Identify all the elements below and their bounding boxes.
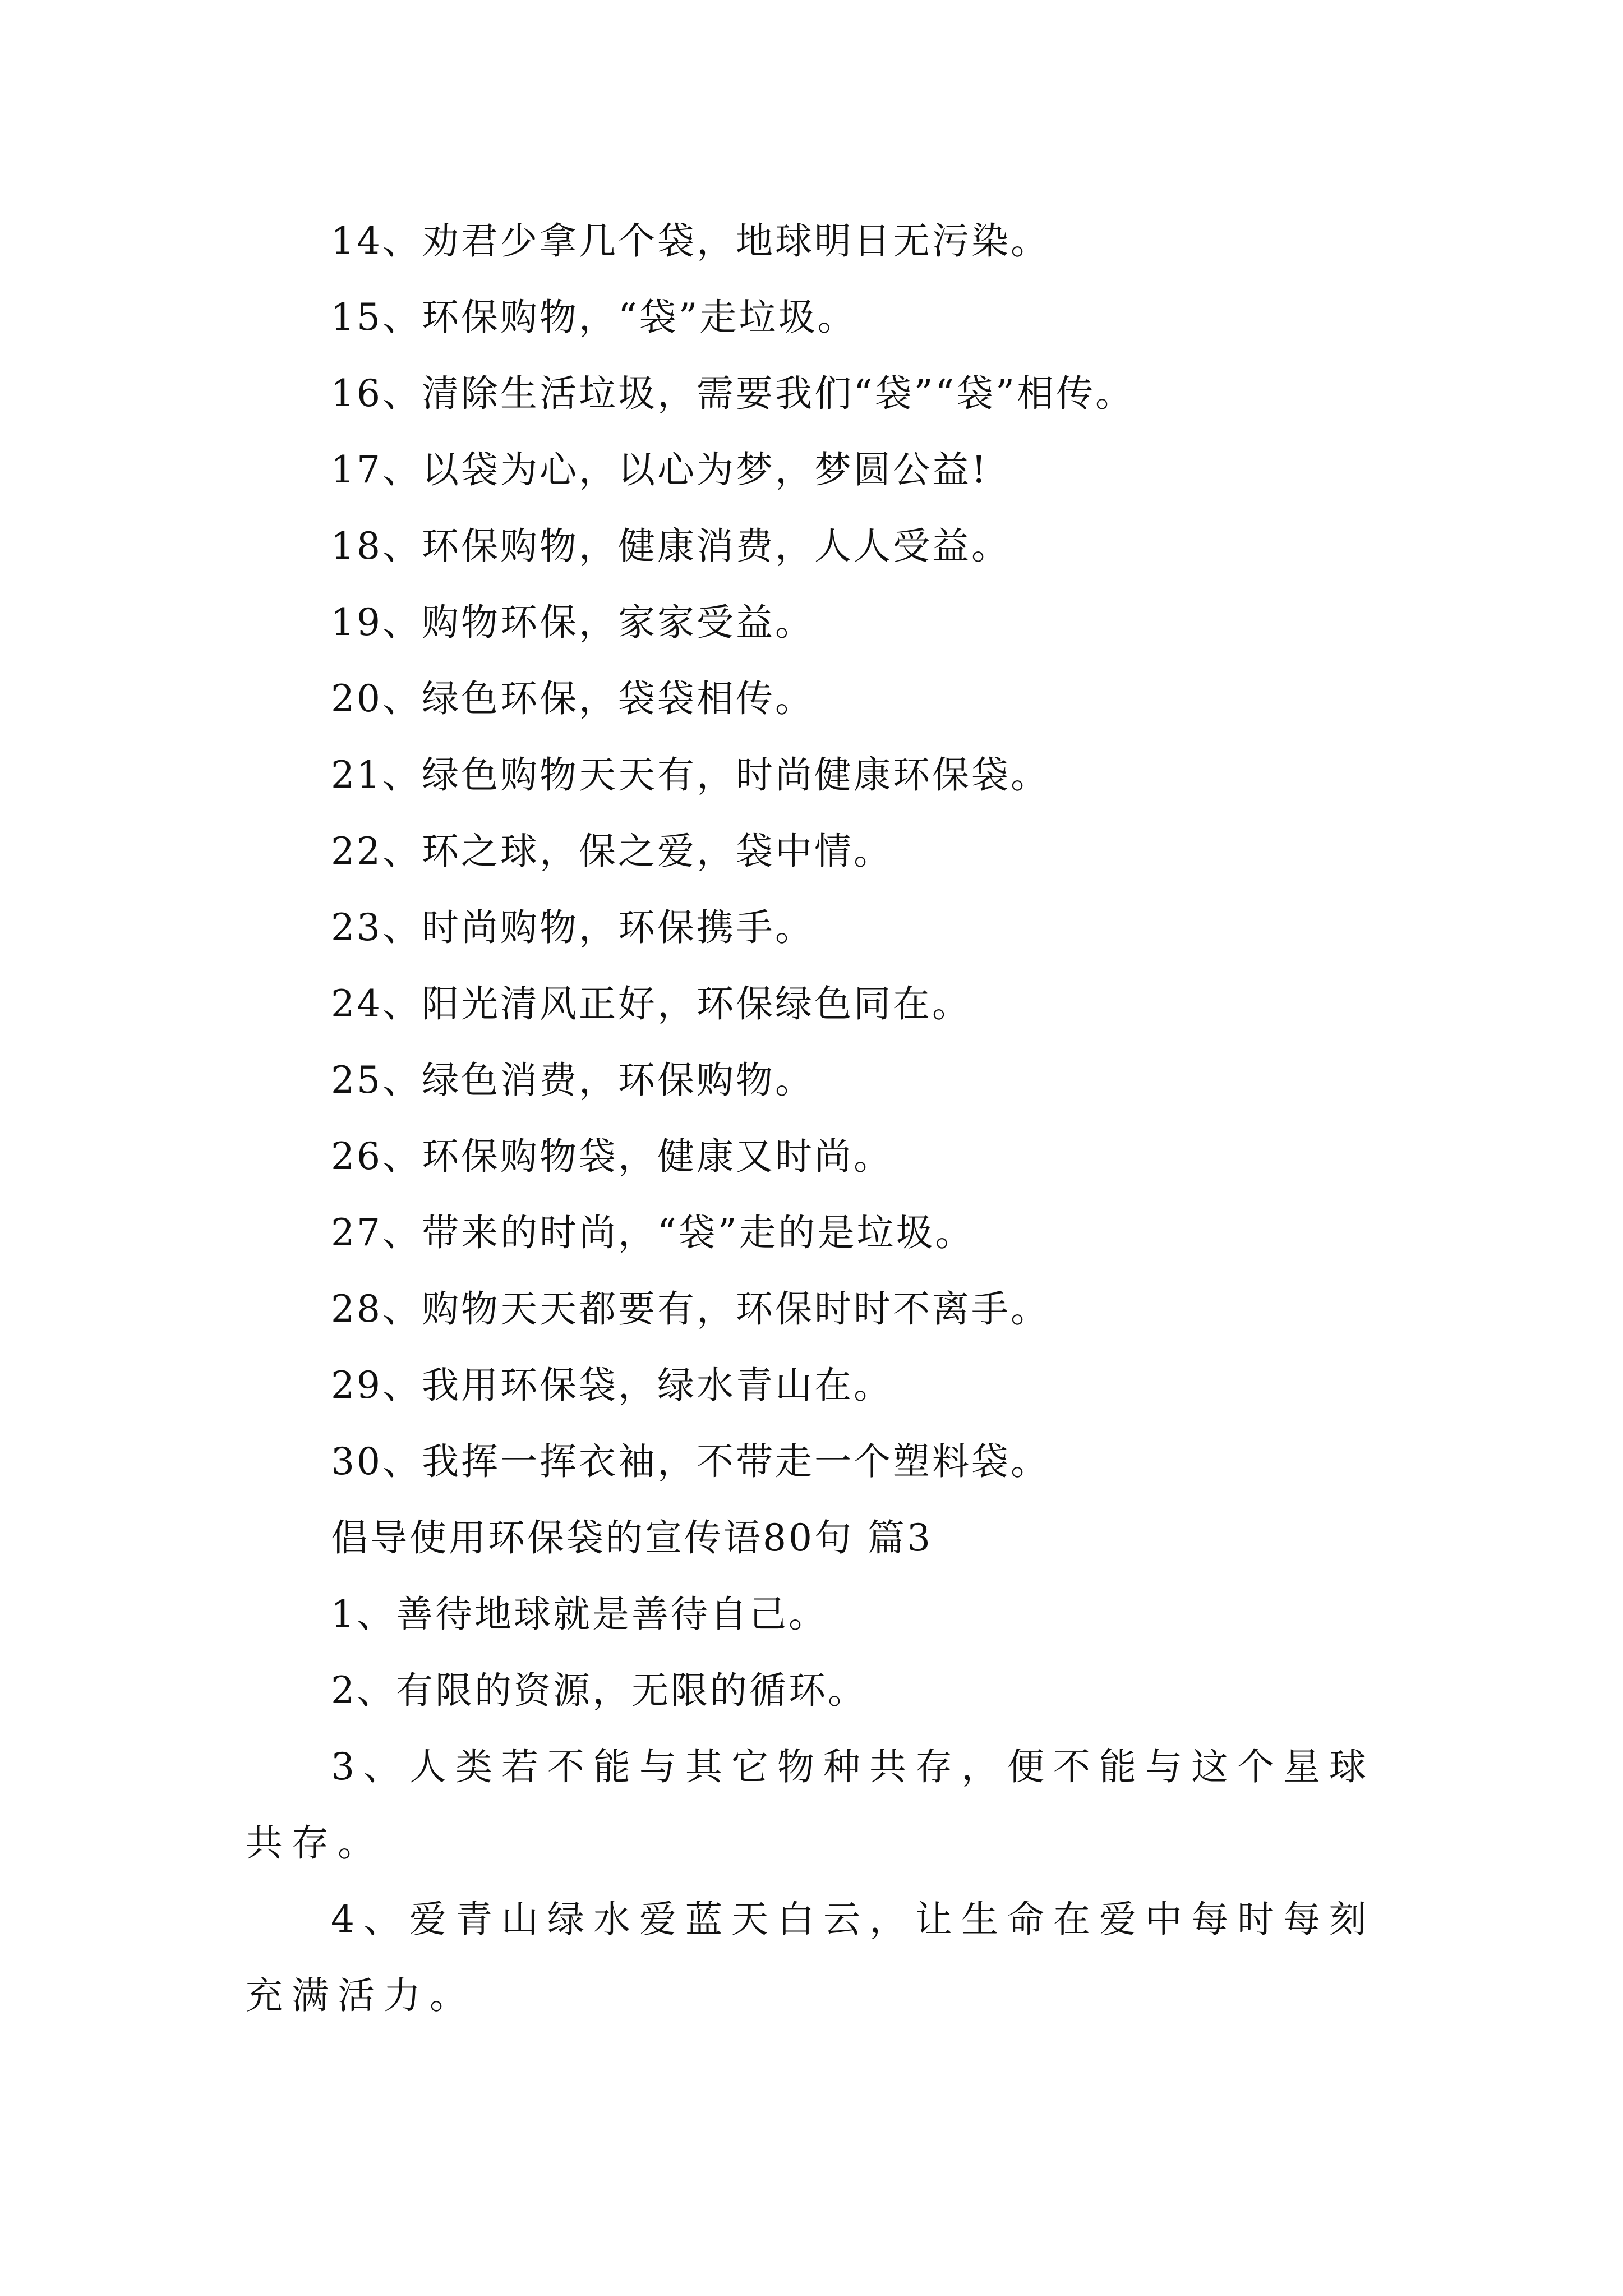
document-body <box>246 203 1378 2034</box>
slogan-line-23: 23、时尚购物，环保携手。 <box>331 906 814 949</box>
section-heading: 倡导使用环保袋的宣传语80句 篇3 <box>331 1516 933 1559</box>
slogan-line-25: 25、绿色消费，环保购物。 <box>331 1059 814 1102</box>
section3-paragraph-4: 4、爱青山绿水爱蓝天白云，让生命在爱中每时每刻充满活力。 <box>246 1898 1375 2017</box>
section3-line-1: 1、善待地球就是善待自己。 <box>331 1593 828 1636</box>
slogan-line-26: 26、环保购物袋，健康又时尚。 <box>331 1135 893 1178</box>
slogan-line-16: 16、清除生活垃圾，需要我们“袋”“袋”相传。 <box>331 372 1135 415</box>
slogan-line-29: 29、我用环保袋，绿水青山在。 <box>331 1364 893 1407</box>
slogan-line-21: 21、绿色购物天天有，时尚健康环保袋。 <box>331 753 1050 797</box>
slogan-line-30: 30、我挥一挥衣袖，不带走一个塑料袋。 <box>331 1440 1050 1483</box>
slogan-line-15: 15、环保购物，“袋”走垃圾。 <box>331 296 857 339</box>
section3-line-2: 2、有限的资源，无限的循环。 <box>331 1669 867 1712</box>
slogan-line-22: 22、环之球，保之爱，袋中情。 <box>331 830 893 873</box>
slogan-line-18: 18、环保购物，健康消费，人人受益。 <box>331 524 1011 568</box>
slogan-line-20: 20、绿色环保，袋袋相传。 <box>331 677 814 720</box>
slogan-line-17: 17、以袋为心，以心为梦，梦圆公益! <box>331 448 989 491</box>
slogan-line-19: 19、购物环保，家家受益。 <box>331 601 814 644</box>
slogan-line-24: 24、阳光清风正好，环保绿色同在。 <box>331 982 971 1025</box>
section3-paragraph-3: 3、人类若不能与其它物种共存，便不能与这个星球共存。 <box>246 1745 1375 1865</box>
slogan-line-28: 28、购物天天都要有，环保时时不离手。 <box>331 1287 1050 1331</box>
slogan-line-14: 14、劝君少拿几个袋，地球明日无污染。 <box>331 219 1050 263</box>
slogan-line-27: 27、带来的时尚，“袋”走的是垃圾。 <box>331 1211 975 1254</box>
